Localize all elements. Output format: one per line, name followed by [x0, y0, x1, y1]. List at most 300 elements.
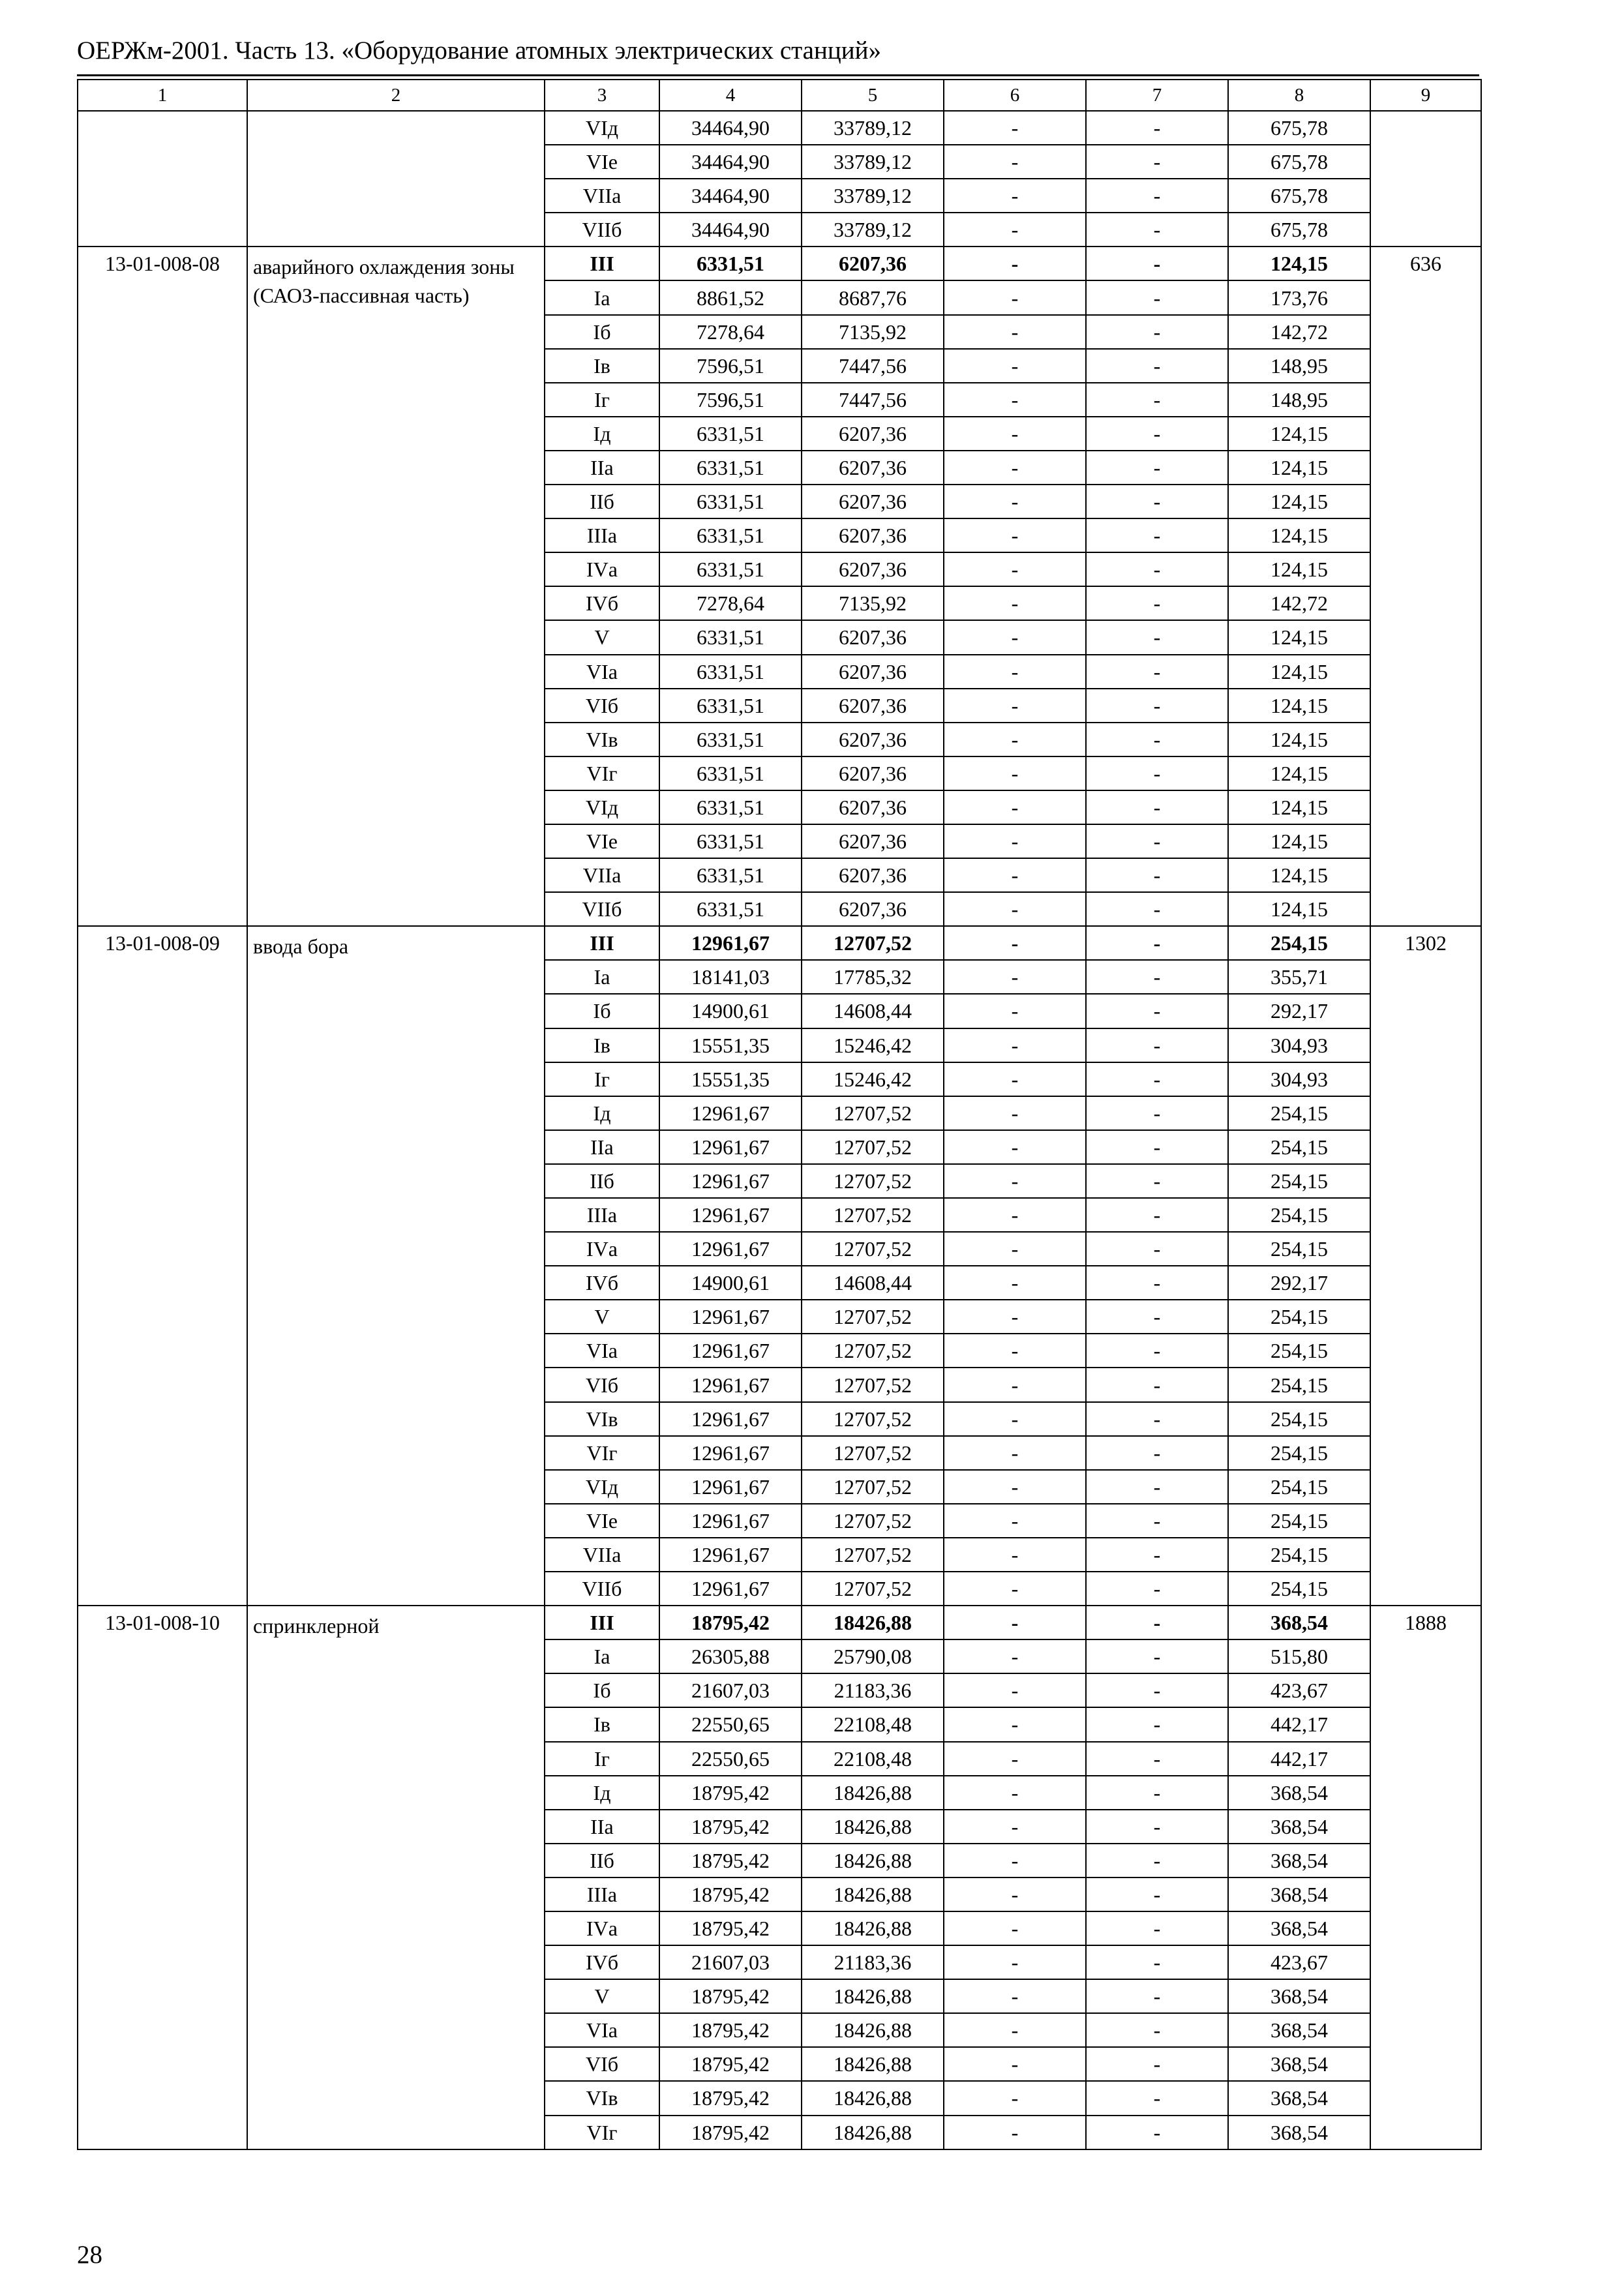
machine-cost-cell: -: [1086, 1639, 1228, 1673]
equipment-cost-cell: 6207,36: [802, 552, 944, 586]
materials-cost-cell: 124,15: [1228, 451, 1370, 485]
machine-cost-cell: -: [1086, 1300, 1228, 1334]
base-cost-cell: 12961,67: [659, 1504, 802, 1538]
equipment-cost-cell: 12707,52: [802, 1572, 944, 1606]
rate-class-cell: VIа: [545, 2013, 659, 2047]
rate-code-cell: 13-01-008-10: [78, 1606, 247, 2149]
equipment-cost-cell: 7447,56: [802, 383, 944, 417]
equipment-cost-cell: 25790,08: [802, 1639, 944, 1673]
machine-cost-cell: -: [1086, 858, 1228, 892]
base-cost-cell: 7596,51: [659, 349, 802, 383]
base-cost-cell: 6331,51: [659, 689, 802, 723]
rate-class-cell: Iв: [545, 349, 659, 383]
equipment-cost-cell: 21183,36: [802, 1945, 944, 1979]
rate-class-cell: IIб: [545, 1164, 659, 1198]
equipment-cost-cell: 6207,36: [802, 824, 944, 858]
rate-class-cell: Iб: [545, 1673, 659, 1707]
wages-cell: -: [944, 1639, 1086, 1673]
rate-class-cell: VIIб: [545, 1572, 659, 1606]
rate-class-cell: VIв: [545, 1402, 659, 1436]
rate-class-cell: VIг: [545, 2116, 659, 2149]
machine-cost-cell: -: [1086, 994, 1228, 1028]
base-cost-cell: 18795,42: [659, 1606, 802, 1639]
materials-cost-cell: 142,72: [1228, 586, 1370, 620]
machine-cost-cell: -: [1086, 518, 1228, 552]
materials-cost-cell: 124,15: [1228, 790, 1370, 824]
column-number-1: 1: [78, 80, 247, 111]
equipment-cost-cell: 6207,36: [802, 655, 944, 689]
base-cost-cell: 34464,90: [659, 145, 802, 179]
item-name-cell: ввода бора: [247, 926, 545, 1606]
base-cost-cell: 8861,52: [659, 280, 802, 314]
labor-total-cell: 1888: [1370, 1606, 1481, 2149]
column-number-8: 8: [1228, 80, 1370, 111]
rate-class-cell: VIд: [545, 111, 659, 145]
machine-cost-cell: -: [1086, 2081, 1228, 2115]
base-cost-cell: 12961,67: [659, 1436, 802, 1470]
machine-cost-cell: -: [1086, 1402, 1228, 1436]
equipment-cost-cell: 6207,36: [802, 689, 944, 723]
machine-cost-cell: -: [1086, 1436, 1228, 1470]
materials-cost-cell: 124,15: [1228, 858, 1370, 892]
rate-class-cell: III: [545, 926, 659, 960]
wages-cell: -: [944, 1096, 1086, 1130]
machine-cost-cell: -: [1086, 892, 1228, 926]
column-number-6: 6: [944, 80, 1086, 111]
column-number-9: 9: [1370, 80, 1481, 111]
rate-code-cell: 13-01-008-08: [78, 247, 247, 926]
machine-cost-cell: -: [1086, 280, 1228, 314]
wages-cell: -: [944, 1606, 1086, 1639]
equipment-cost-cell: 12707,52: [802, 1436, 944, 1470]
column-number-4: 4: [659, 80, 802, 111]
base-cost-cell: 6331,51: [659, 790, 802, 824]
machine-cost-cell: -: [1086, 1504, 1228, 1538]
column-number-2: 2: [247, 80, 545, 111]
wages-cell: -: [944, 552, 1086, 586]
rate-class-cell: VIа: [545, 1334, 659, 1368]
machine-cost-cell: -: [1086, 756, 1228, 790]
rate-class-cell: IIIа: [545, 518, 659, 552]
base-cost-cell: 6331,51: [659, 485, 802, 518]
materials-cost-cell: 368,54: [1228, 1878, 1370, 1911]
machine-cost-cell: -: [1086, 689, 1228, 723]
base-cost-cell: 14900,61: [659, 994, 802, 1028]
wages-cell: -: [944, 213, 1086, 247]
header-rule: [77, 74, 1479, 76]
equipment-cost-cell: 18426,88: [802, 2116, 944, 2149]
wages-cell: -: [944, 994, 1086, 1028]
materials-cost-cell: 368,54: [1228, 2081, 1370, 2115]
materials-cost-cell: 142,72: [1228, 315, 1370, 349]
equipment-cost-cell: 33789,12: [802, 145, 944, 179]
wages-cell: -: [944, 485, 1086, 518]
materials-cost-cell: 124,15: [1228, 892, 1370, 926]
base-cost-cell: 12961,67: [659, 926, 802, 960]
equipment-cost-cell: 18426,88: [802, 1911, 944, 1945]
wages-cell: -: [944, 1368, 1086, 1401]
machine-cost-cell: -: [1086, 179, 1228, 213]
equipment-cost-cell: 6207,36: [802, 417, 944, 451]
materials-cost-cell: 368,54: [1228, 2116, 1370, 2149]
equipment-cost-cell: 12707,52: [802, 1300, 944, 1334]
base-cost-cell: 12961,67: [659, 1300, 802, 1334]
base-cost-cell: 22550,65: [659, 1742, 802, 1776]
materials-cost-cell: 124,15: [1228, 689, 1370, 723]
equipment-cost-cell: 12707,52: [802, 1538, 944, 1572]
materials-cost-cell: 368,54: [1228, 1979, 1370, 2013]
machine-cost-cell: -: [1086, 451, 1228, 485]
materials-cost-cell: 423,67: [1228, 1945, 1370, 1979]
rate-class-cell: VIIб: [545, 213, 659, 247]
wages-cell: -: [944, 1470, 1086, 1504]
wages-cell: -: [944, 1572, 1086, 1606]
equipment-cost-cell: 12707,52: [802, 1504, 944, 1538]
materials-cost-cell: 124,15: [1228, 824, 1370, 858]
materials-cost-cell: 254,15: [1228, 1504, 1370, 1538]
table-row: [78, 111, 1481, 145]
materials-cost-cell: 254,15: [1228, 1402, 1370, 1436]
equipment-cost-cell: 18426,88: [802, 2081, 944, 2115]
equipment-cost-cell: 33789,12: [802, 111, 944, 145]
base-cost-cell: 34464,90: [659, 213, 802, 247]
machine-cost-cell: -: [1086, 586, 1228, 620]
rate-class-cell: III: [545, 247, 659, 280]
item-name-cell: спринклерной: [247, 1606, 545, 2149]
machine-cost-cell: -: [1086, 2047, 1228, 2081]
equipment-cost-cell: 18426,88: [802, 1979, 944, 2013]
materials-cost-cell: 254,15: [1228, 926, 1370, 960]
equipment-cost-cell: 12707,52: [802, 926, 944, 960]
materials-cost-cell: 254,15: [1228, 1470, 1370, 1504]
equipment-cost-cell: 6207,36: [802, 247, 944, 280]
wages-cell: -: [944, 1979, 1086, 2013]
rate-class-cell: IIб: [545, 1844, 659, 1878]
materials-cost-cell: 254,15: [1228, 1232, 1370, 1266]
rate-class-cell: V: [545, 1300, 659, 1334]
rate-class-cell: Iа: [545, 280, 659, 314]
equipment-cost-cell: 33789,12: [802, 213, 944, 247]
column-number-7: 7: [1086, 80, 1228, 111]
machine-cost-cell: -: [1086, 315, 1228, 349]
materials-cost-cell: 368,54: [1228, 1776, 1370, 1810]
machine-cost-cell: -: [1086, 824, 1228, 858]
rate-class-cell: VIг: [545, 756, 659, 790]
wages-cell: -: [944, 1334, 1086, 1368]
wages-cell: -: [944, 586, 1086, 620]
machine-cost-cell: -: [1086, 1878, 1228, 1911]
wages-cell: -: [944, 2047, 1086, 2081]
wages-cell: -: [944, 723, 1086, 756]
base-cost-cell: 14900,61: [659, 1266, 802, 1300]
materials-cost-cell: 173,76: [1228, 280, 1370, 314]
equipment-cost-cell: 12707,52: [802, 1402, 944, 1436]
base-cost-cell: 18795,42: [659, 2116, 802, 2149]
equipment-cost-cell: 18426,88: [802, 2013, 944, 2047]
machine-cost-cell: -: [1086, 485, 1228, 518]
base-cost-cell: 18795,42: [659, 1844, 802, 1878]
machine-cost-cell: -: [1086, 1130, 1228, 1164]
rate-class-cell: Iб: [545, 994, 659, 1028]
rate-class-cell: VIе: [545, 145, 659, 179]
rate-class-cell: Iд: [545, 417, 659, 451]
machine-cost-cell: -: [1086, 1844, 1228, 1878]
rate-class-cell: IVб: [545, 1945, 659, 1979]
base-cost-cell: 6331,51: [659, 858, 802, 892]
wages-cell: -: [944, 349, 1086, 383]
materials-cost-cell: 254,15: [1228, 1130, 1370, 1164]
wages-cell: -: [944, 756, 1086, 790]
rate-class-cell: Iв: [545, 1707, 659, 1741]
machine-cost-cell: -: [1086, 213, 1228, 247]
materials-cost-cell: 254,15: [1228, 1538, 1370, 1572]
wages-cell: -: [944, 1538, 1086, 1572]
wages-cell: -: [944, 1776, 1086, 1810]
rate-class-cell: VIе: [545, 824, 659, 858]
wages-cell: -: [944, 655, 1086, 689]
base-cost-cell: 12961,67: [659, 1096, 802, 1130]
price-table-body: [78, 80, 1481, 2149]
rate-class-cell: IVа: [545, 552, 659, 586]
rate-class-cell: Iд: [545, 1096, 659, 1130]
wages-cell: -: [944, 315, 1086, 349]
base-cost-cell: 12961,67: [659, 1470, 802, 1504]
table-row-main: [78, 926, 1481, 960]
equipment-cost-cell: 6207,36: [802, 485, 944, 518]
equipment-cost-cell: 6207,36: [802, 518, 944, 552]
machine-cost-cell: -: [1086, 1776, 1228, 1810]
wages-cell: -: [944, 417, 1086, 451]
wages-cell: -: [944, 1130, 1086, 1164]
rate-class-cell: IIIа: [545, 1198, 659, 1232]
equipment-cost-cell: 6207,36: [802, 790, 944, 824]
materials-cost-cell: 355,71: [1228, 960, 1370, 994]
base-cost-cell: 12961,67: [659, 1164, 802, 1198]
machine-cost-cell: -: [1086, 1945, 1228, 1979]
rate-class-cell: III: [545, 1606, 659, 1639]
wages-cell: -: [944, 280, 1086, 314]
materials-cost-cell: 124,15: [1228, 247, 1370, 280]
wages-cell: -: [944, 824, 1086, 858]
machine-cost-cell: -: [1086, 1911, 1228, 1945]
machine-cost-cell: -: [1086, 620, 1228, 654]
base-cost-cell: 12961,67: [659, 1334, 802, 1368]
materials-cost-cell: 124,15: [1228, 518, 1370, 552]
machine-cost-cell: -: [1086, 1368, 1228, 1401]
wages-cell: -: [944, 111, 1086, 145]
materials-cost-cell: 368,54: [1228, 2047, 1370, 2081]
wages-cell: -: [944, 926, 1086, 960]
materials-cost-cell: 124,15: [1228, 552, 1370, 586]
machine-cost-cell: -: [1086, 417, 1228, 451]
materials-cost-cell: 254,15: [1228, 1164, 1370, 1198]
materials-cost-cell: 254,15: [1228, 1334, 1370, 1368]
materials-cost-cell: 442,17: [1228, 1742, 1370, 1776]
wages-cell: -: [944, 383, 1086, 417]
wages-cell: -: [944, 2116, 1086, 2149]
equipment-cost-cell: 7447,56: [802, 349, 944, 383]
wages-cell: -: [944, 960, 1086, 994]
machine-cost-cell: -: [1086, 1707, 1228, 1741]
column-number-5: 5: [802, 80, 944, 111]
wages-cell: -: [944, 1164, 1086, 1198]
equipment-cost-cell: 8687,76: [802, 280, 944, 314]
rate-class-cell: IIа: [545, 1810, 659, 1844]
equipment-cost-cell: 12707,52: [802, 1096, 944, 1130]
materials-cost-cell: 292,17: [1228, 994, 1370, 1028]
continuation-code-cell: [78, 111, 247, 247]
materials-cost-cell: 368,54: [1228, 2013, 1370, 2047]
wages-cell: -: [944, 1810, 1086, 1844]
machine-cost-cell: -: [1086, 1028, 1228, 1062]
base-cost-cell: 21607,03: [659, 1673, 802, 1707]
item-name-cell: аварийного охлаждения зоны (САОЗ-пассивная часть): [247, 247, 545, 926]
equipment-cost-cell: 15246,42: [802, 1028, 944, 1062]
materials-cost-cell: 368,54: [1228, 1810, 1370, 1844]
equipment-cost-cell: 6207,36: [802, 858, 944, 892]
equipment-cost-cell: 21183,36: [802, 1673, 944, 1707]
rate-class-cell: Iа: [545, 1639, 659, 1673]
wages-cell: -: [944, 1028, 1086, 1062]
materials-cost-cell: 675,78: [1228, 179, 1370, 213]
page-header-title: ОЕРЖм-2001. Часть 13. «Оборудование атомных электрических станций»: [77, 37, 881, 65]
materials-cost-cell: 304,93: [1228, 1028, 1370, 1062]
equipment-cost-cell: 18426,88: [802, 1844, 944, 1878]
machine-cost-cell: -: [1086, 790, 1228, 824]
materials-cost-cell: 254,15: [1228, 1572, 1370, 1606]
wages-cell: -: [944, 1878, 1086, 1911]
machine-cost-cell: -: [1086, 960, 1228, 994]
equipment-cost-cell: 12707,52: [802, 1334, 944, 1368]
equipment-cost-cell: 6207,36: [802, 620, 944, 654]
machine-cost-cell: -: [1086, 723, 1228, 756]
rate-class-cell: Iг: [545, 1742, 659, 1776]
rate-class-cell: V: [545, 1979, 659, 2013]
machine-cost-cell: -: [1086, 2116, 1228, 2149]
wages-cell: -: [944, 1300, 1086, 1334]
materials-cost-cell: 254,15: [1228, 1198, 1370, 1232]
materials-cost-cell: 124,15: [1228, 655, 1370, 689]
wages-cell: -: [944, 1707, 1086, 1741]
materials-cost-cell: 675,78: [1228, 145, 1370, 179]
machine-cost-cell: -: [1086, 1198, 1228, 1232]
materials-cost-cell: 124,15: [1228, 620, 1370, 654]
machine-cost-cell: -: [1086, 1673, 1228, 1707]
wages-cell: -: [944, 1436, 1086, 1470]
rate-class-cell: VIд: [545, 790, 659, 824]
equipment-cost-cell: 12707,52: [802, 1198, 944, 1232]
rate-class-cell: VIд: [545, 1470, 659, 1504]
base-cost-cell: 18795,42: [659, 1810, 802, 1844]
table-row-main: [78, 247, 1481, 280]
materials-cost-cell: 675,78: [1228, 213, 1370, 247]
materials-cost-cell: 124,15: [1228, 485, 1370, 518]
machine-cost-cell: -: [1086, 1810, 1228, 1844]
base-cost-cell: 18795,42: [659, 1878, 802, 1911]
machine-cost-cell: -: [1086, 1232, 1228, 1266]
rate-class-cell: VIе: [545, 1504, 659, 1538]
wages-cell: -: [944, 1198, 1086, 1232]
base-cost-cell: 18795,42: [659, 1776, 802, 1810]
wages-cell: -: [944, 179, 1086, 213]
wages-cell: -: [944, 1402, 1086, 1436]
rate-class-cell: IIб: [545, 485, 659, 518]
column-number-3: 3: [545, 80, 659, 111]
base-cost-cell: 18141,03: [659, 960, 802, 994]
equipment-cost-cell: 18426,88: [802, 1776, 944, 1810]
machine-cost-cell: -: [1086, 247, 1228, 280]
base-cost-cell: 12961,67: [659, 1368, 802, 1401]
machine-cost-cell: -: [1086, 383, 1228, 417]
base-cost-cell: 12961,67: [659, 1538, 802, 1572]
wages-cell: -: [944, 1266, 1086, 1300]
base-cost-cell: 7596,51: [659, 383, 802, 417]
wages-cell: -: [944, 247, 1086, 280]
machine-cost-cell: -: [1086, 1164, 1228, 1198]
wages-cell: -: [944, 1062, 1086, 1096]
machine-cost-cell: -: [1086, 1334, 1228, 1368]
equipment-cost-cell: 6207,36: [802, 756, 944, 790]
rate-class-cell: VIг: [545, 1436, 659, 1470]
equipment-cost-cell: 12707,52: [802, 1368, 944, 1401]
machine-cost-cell: -: [1086, 1572, 1228, 1606]
base-cost-cell: 6331,51: [659, 417, 802, 451]
base-cost-cell: 15551,35: [659, 1062, 802, 1096]
machine-cost-cell: -: [1086, 1979, 1228, 2013]
base-cost-cell: 6331,51: [659, 247, 802, 280]
machine-cost-cell: -: [1086, 655, 1228, 689]
wages-cell: -: [944, 1232, 1086, 1266]
materials-cost-cell: 515,80: [1228, 1639, 1370, 1673]
wages-cell: -: [944, 1673, 1086, 1707]
wages-cell: -: [944, 858, 1086, 892]
wages-cell: -: [944, 451, 1086, 485]
rate-class-cell: VIIа: [545, 858, 659, 892]
base-cost-cell: 6331,51: [659, 552, 802, 586]
materials-cost-cell: 442,17: [1228, 1707, 1370, 1741]
base-cost-cell: 22550,65: [659, 1707, 802, 1741]
rate-class-cell: IVа: [545, 1232, 659, 1266]
rate-class-cell: Iб: [545, 315, 659, 349]
materials-cost-cell: 368,54: [1228, 1844, 1370, 1878]
base-cost-cell: 18795,42: [659, 2013, 802, 2047]
rate-class-cell: VIв: [545, 723, 659, 756]
base-cost-cell: 12961,67: [659, 1572, 802, 1606]
base-cost-cell: 34464,90: [659, 111, 802, 145]
wages-cell: -: [944, 892, 1086, 926]
base-cost-cell: 12961,67: [659, 1198, 802, 1232]
wages-cell: -: [944, 1911, 1086, 1945]
machine-cost-cell: -: [1086, 111, 1228, 145]
equipment-cost-cell: 14608,44: [802, 994, 944, 1028]
machine-cost-cell: -: [1086, 1470, 1228, 1504]
machine-cost-cell: -: [1086, 1096, 1228, 1130]
price-table: [77, 79, 1482, 2150]
labor-total-cell: 1302: [1370, 926, 1481, 1606]
base-cost-cell: 12961,67: [659, 1402, 802, 1436]
equipment-cost-cell: 6207,36: [802, 892, 944, 926]
base-cost-cell: 6331,51: [659, 723, 802, 756]
rate-class-cell: IVа: [545, 1911, 659, 1945]
base-cost-cell: 6331,51: [659, 518, 802, 552]
rate-class-cell: VIв: [545, 2081, 659, 2115]
materials-cost-cell: 423,67: [1228, 1673, 1370, 1707]
wages-cell: -: [944, 145, 1086, 179]
equipment-cost-cell: 6207,36: [802, 451, 944, 485]
materials-cost-cell: 124,15: [1228, 756, 1370, 790]
equipment-cost-cell: 12707,52: [802, 1130, 944, 1164]
continuation-name-cell: [247, 111, 545, 247]
